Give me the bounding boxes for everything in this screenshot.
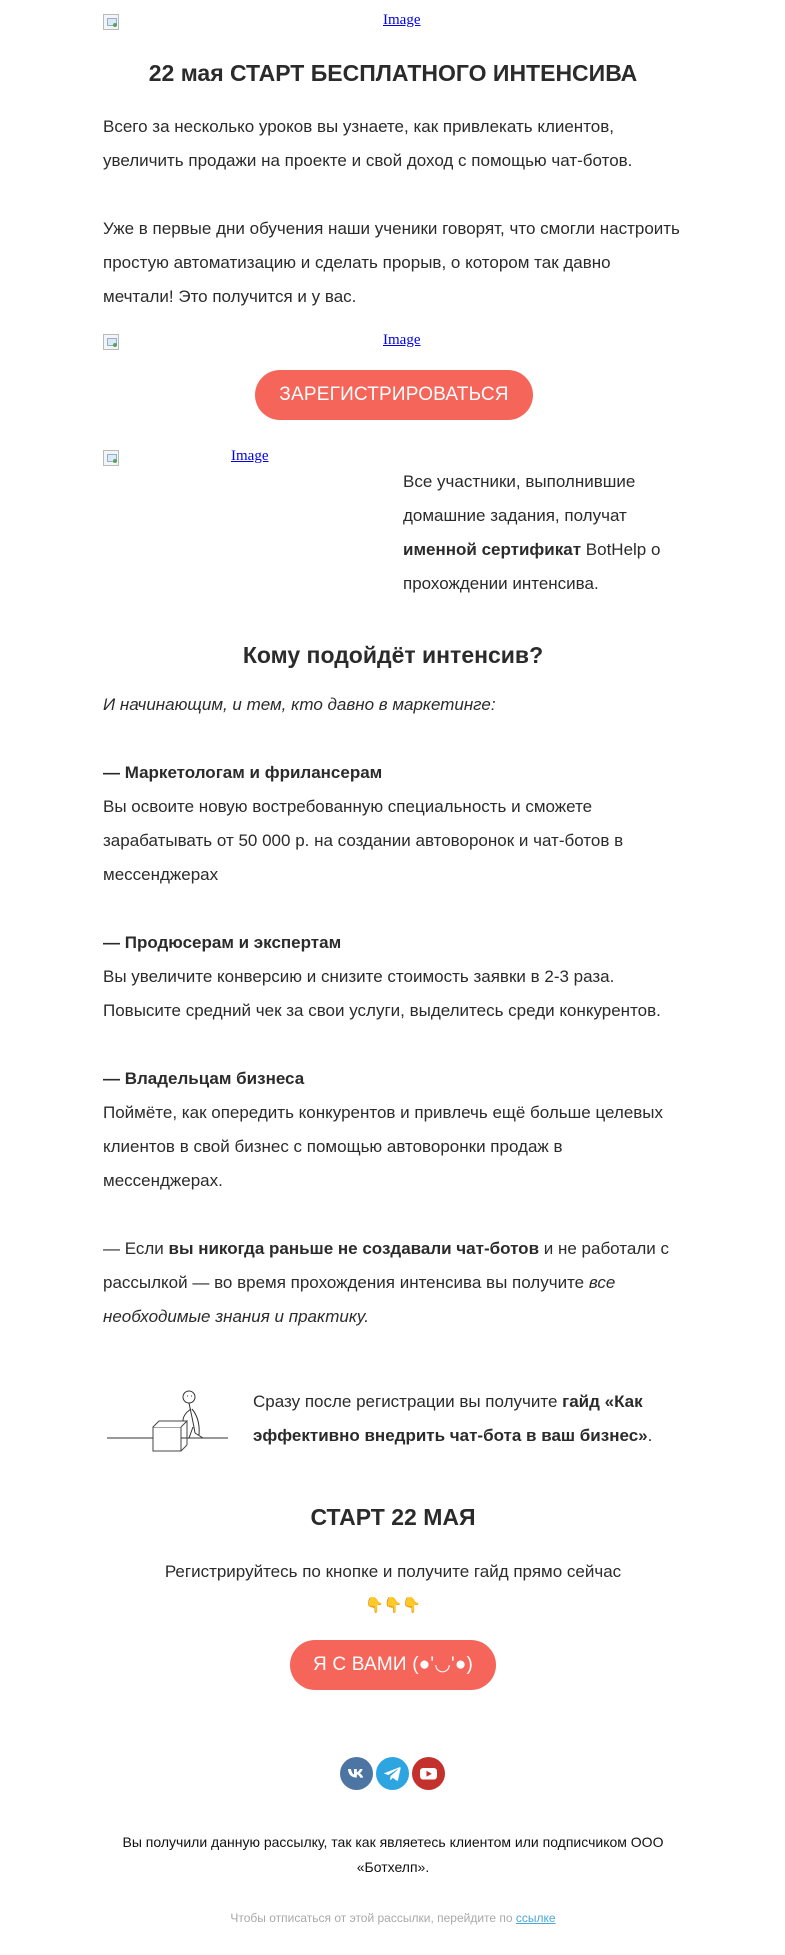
top-image: [103, 12, 683, 32]
footer-line: «Ботхелп».: [356, 1859, 430, 1875]
audience-group-producers: [103, 926, 693, 1028]
certificate-image: [103, 448, 393, 468]
broken-image-icon: [103, 450, 119, 466]
certificate-rest: BotHelp о: [581, 540, 661, 559]
page-title: 22 мая СТАРТ БЕСПЛАТНОГО ИНТЕНСИВА: [148, 60, 638, 86]
group-line: клиентов в свой бизнес с помощью автоворонки продаж в: [103, 1137, 563, 1156]
group-line: мессенджерах: [103, 865, 219, 884]
start-subtitle: Регистрируйтесь по кнопке и получите гайд прямо сейчас: [164, 1562, 622, 1581]
certificate-line: домашние задания, получат: [403, 506, 627, 525]
certificate-text: [403, 465, 693, 601]
group-heading: — Продюсерам и экспертам: [103, 933, 342, 952]
join-button[interactable]: Я С ВАМИ (●'◡'●): [290, 1640, 496, 1690]
group-line: Поймёте, как опередить конкурентов и привлечь ещё больше целевых: [103, 1103, 664, 1122]
telegram-icon[interactable]: [376, 1757, 409, 1790]
person-with-box-icon: [105, 1383, 230, 1453]
vk-icon[interactable]: [340, 1757, 373, 1790]
audience-title: Кому подойдёт интенсив?: [242, 642, 544, 668]
guide-text: [253, 1385, 693, 1453]
group-line: Вы увеличите конверсию и снизите стоимость заявки в 2-3 раза.: [103, 967, 615, 986]
results-paragraph: [103, 212, 693, 314]
guide-illustration: [105, 1383, 230, 1453]
unsubscribe-link[interactable]: ссылке: [515, 1911, 556, 1925]
certificate-line: Все участники, выполнившие: [403, 472, 636, 491]
middle-image: [103, 332, 683, 352]
youtube-icon[interactable]: [412, 1757, 445, 1790]
footer-line: Вы получили данную рассылку, так как являетесь клиентом или подписчиком ООО: [122, 1834, 664, 1850]
unsubscribe-text: [103, 1911, 683, 1925]
group-heading: — Маркетологам и фрилансерам: [103, 763, 383, 782]
results-line: мечтали! Это получится и у вас.: [103, 287, 357, 306]
intro-paragraph: [103, 110, 693, 178]
novice-line: необходимые знания и практику.: [103, 1307, 369, 1326]
audience-group-marketers: [103, 756, 693, 892]
group-line: Вы освоите новую востребованную специальность и сможете: [103, 797, 593, 816]
results-line: Уже в первые дни обучения наши ученики говорят, что смогли настроить: [103, 219, 680, 238]
audience-novice: [103, 1232, 693, 1334]
certificate-line: [403, 533, 693, 567]
group-line: мессенджерах.: [103, 1171, 223, 1190]
certificate-bold: именной сертификат: [403, 540, 582, 559]
guide-line: Сразу после регистрации вы получите гайд «Как: [253, 1392, 643, 1411]
audience-group-owners: [103, 1062, 693, 1198]
top-image-alt-link[interactable]: Image: [383, 12, 421, 28]
audience-intro-text: И начинающим, и тем, кто давно в маркетинге:: [103, 695, 496, 714]
intro-line: Всего за несколько уроков вы узнаете, как привлекать клиентов,: [103, 117, 615, 136]
guide-line: эффективно внедрить чат-бота в ваш бизнес».: [253, 1426, 653, 1445]
certificate-image-alt-link[interactable]: Image: [231, 448, 269, 464]
intro-line: увеличить продажи на проекте и свой доход с помощью чат-ботов.: [103, 151, 633, 170]
broken-image-icon: [103, 334, 119, 350]
unsubscribe-label: Чтобы отписаться от этой рассылки, перейдите по: [230, 1911, 516, 1925]
results-line: простую автоматизацию и сделать прорыв, о котором так давно: [103, 253, 611, 272]
broken-image-icon: [103, 14, 119, 30]
footer-note: [103, 1830, 683, 1880]
pointing-down-emoji: 👇👇👇: [364, 1597, 422, 1614]
novice-line: рассылкой — во время прохождения интенсива вы получите все: [103, 1273, 616, 1292]
group-line: Повысите средний чек за свои услуги, выделитесь среди конкурентов.: [103, 1001, 661, 1020]
middle-image-alt-link[interactable]: Image: [383, 332, 421, 348]
register-button[interactable]: ЗАРЕГИСТРИРОВАТЬСЯ: [255, 370, 533, 420]
group-heading: — Владельцам бизнеса: [103, 1069, 305, 1088]
certificate-line: прохождении интенсива.: [403, 574, 599, 593]
audience-intro: [103, 688, 693, 722]
group-line: зарабатывать от 50 000 р. на создании автоворонок и чат-ботов в: [103, 831, 624, 850]
novice-line: — Если вы никогда раньше не создавали чат-ботов и не работали с: [103, 1239, 669, 1258]
start-title: СТАРТ 22 МАЯ: [310, 1504, 476, 1530]
